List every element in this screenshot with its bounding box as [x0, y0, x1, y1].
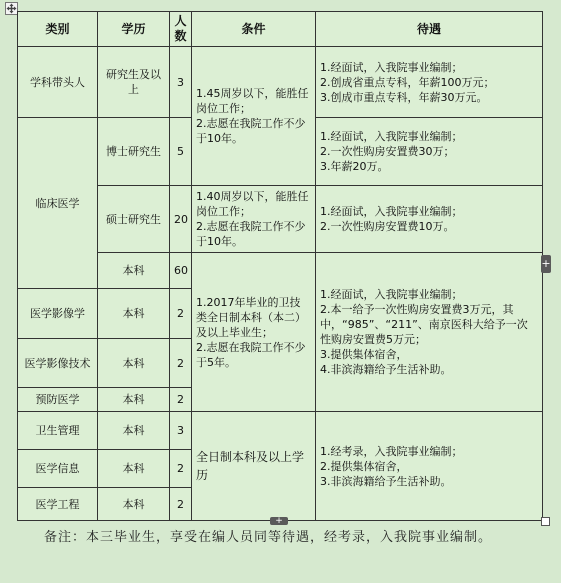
count-cell: 2 — [170, 450, 192, 488]
count-cell: 20 — [170, 186, 192, 253]
recruitment-table — [17, 11, 543, 521]
category-cell: 卫生管理 — [18, 412, 98, 450]
header-count: 人数 — [170, 12, 192, 47]
category-cell: 学科带头人 — [18, 47, 98, 118]
table-header-row — [18, 12, 543, 47]
header-benefit: 待遇 — [316, 12, 543, 47]
category-cell: 医学信息 — [18, 450, 98, 488]
header-condition: 条件 — [192, 12, 316, 47]
footnote: 备注：本三毕业生，享受在编人员同等待遇，经考录，入我院事业编制。 — [44, 530, 493, 545]
add-row-plus-icon[interactable]: + — [270, 517, 288, 525]
add-column-plus-icon[interactable]: + — [541, 255, 551, 273]
category-cell: 预防医学 — [18, 388, 98, 412]
education-cell: 博士研究生 — [98, 118, 170, 186]
count-cell: 2 — [170, 488, 192, 521]
benefit-cell: 1.经面试，入我院事业编制； 2.创成省重点专科，年薪100万元； 3.创成市重点专科，年薪30万元。 — [316, 47, 543, 118]
education-cell: 研究生及以上 — [98, 47, 170, 118]
count-cell: 2 — [170, 388, 192, 412]
count-cell: 3 — [170, 412, 192, 450]
education-cell: 本科 — [98, 339, 170, 388]
category-cell: 医学影像技术 — [18, 339, 98, 388]
condition-cell: 1.45周岁以下，能胜任岗位工作； 2.志愿在我院工作不少于10年。 — [192, 47, 316, 186]
table-row — [18, 47, 543, 118]
education-cell: 本科 — [98, 488, 170, 521]
benefit-cell: 1.经面试，入我院事业编制； 2.本一给予一次性购房安置费3万元，其中，“985”、“211”、南京医科大给予一次性购房安置费5万元； 3.提供集体宿舍， 4.非滨海籍给予生活补助。 — [316, 253, 543, 412]
table-row — [18, 412, 543, 450]
benefit-cell: 1.经面试，入我院事业编制； 2.一次性购房安置费10万。 — [316, 186, 543, 253]
count-cell: 2 — [170, 289, 192, 339]
table-resize-handle[interactable] — [541, 517, 550, 526]
category-cell: 医学工程 — [18, 488, 98, 521]
education-cell: 本科 — [98, 289, 170, 339]
condition-cell: 1.40周岁以下，能胜任岗位工作； 2.志愿在我院工作不少于10年。 — [192, 186, 316, 253]
header-category: 类别 — [18, 12, 98, 47]
condition-cell: 1.2017年毕业的卫技类全日制本科（本二）及以上毕业生； 2.志愿在我院工作不少于5年。 — [192, 253, 316, 412]
education-cell: 本科 — [98, 253, 170, 289]
category-cell: 临床医学 — [18, 118, 98, 289]
education-cell: 本科 — [98, 388, 170, 412]
count-cell: 3 — [170, 47, 192, 118]
count-cell: 60 — [170, 253, 192, 289]
benefit-cell: 1.经面试，入我院事业编制； 2.一次性购房安置费30万； 3.年薪20万。 — [316, 118, 543, 186]
education-cell: 硕士研究生 — [98, 186, 170, 253]
count-cell: 2 — [170, 339, 192, 388]
count-cell: 5 — [170, 118, 192, 186]
header-education: 学历 — [98, 12, 170, 47]
category-cell: 医学影像学 — [18, 289, 98, 339]
education-cell: 本科 — [98, 450, 170, 488]
benefit-cell: 1.经考录，入我院事业编制； 2.提供集体宿舍， 3.非滨海籍给予生活补助。 — [316, 412, 543, 521]
condition-cell: 全日制本科及以上学历 — [192, 412, 316, 521]
education-cell: 本科 — [98, 412, 170, 450]
